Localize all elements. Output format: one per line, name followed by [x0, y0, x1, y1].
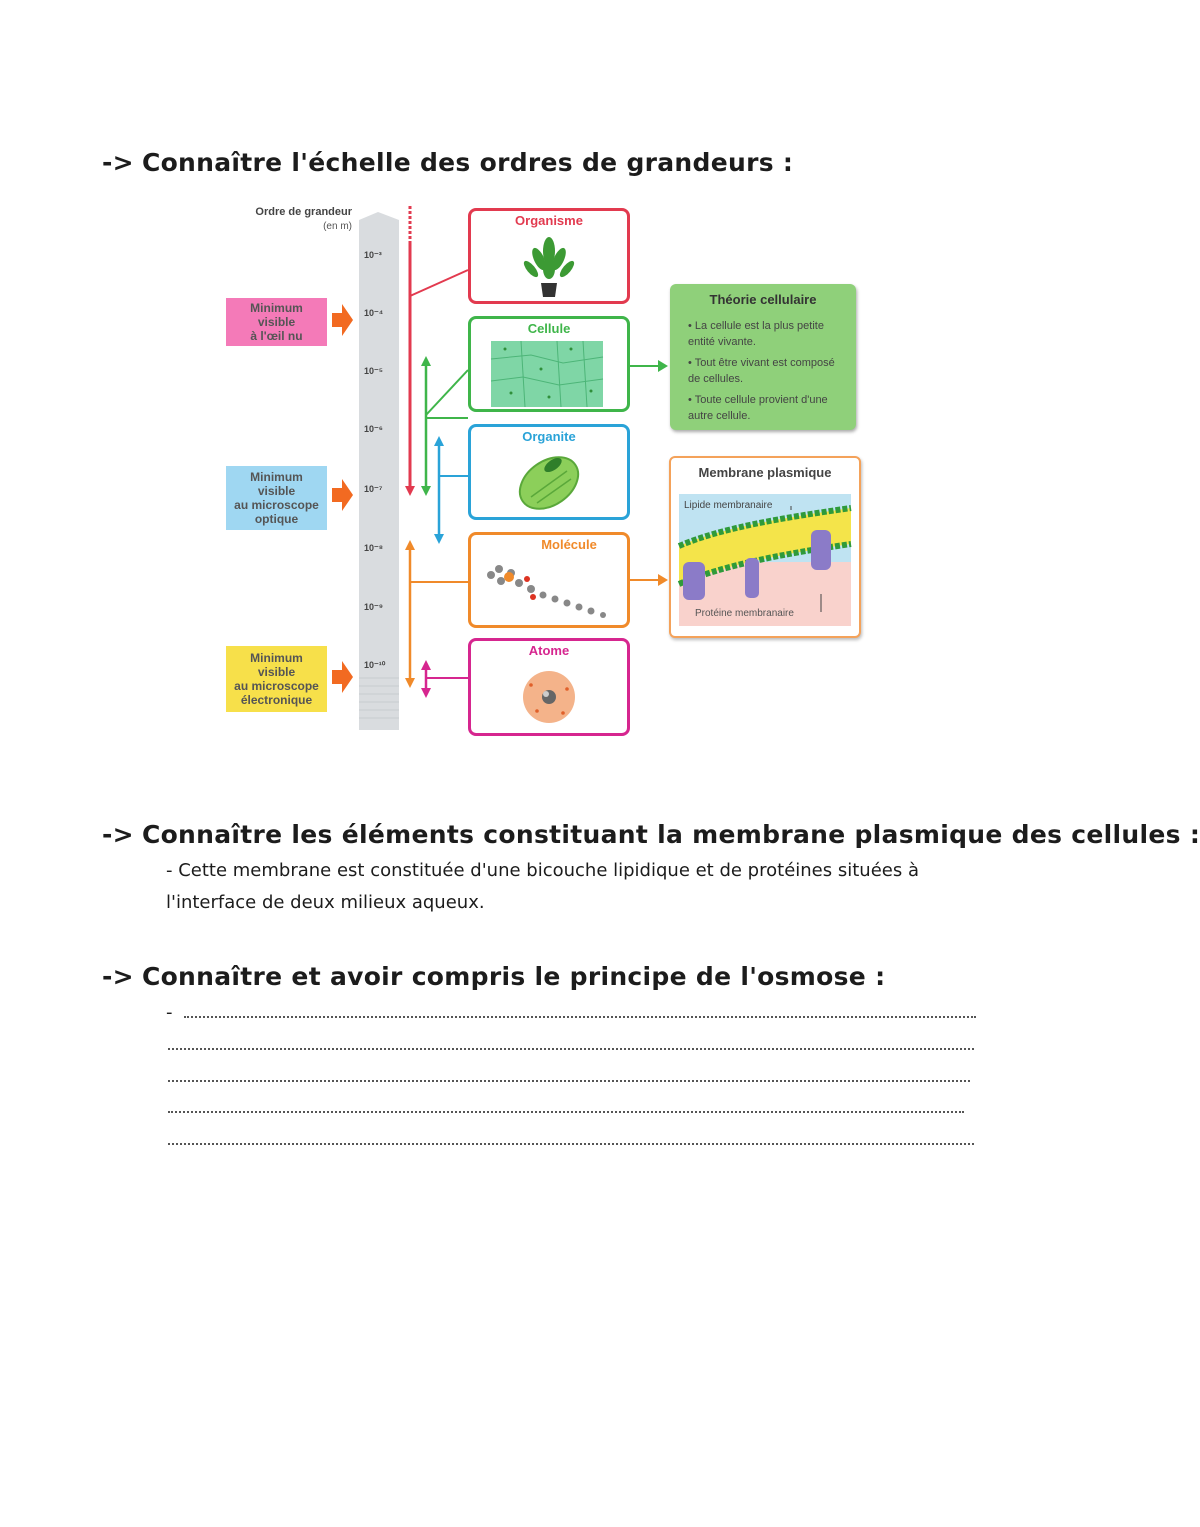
answer-line[interactable]	[168, 1080, 970, 1082]
cell-theory-point: • La cellule est la plus petite entité vivante.	[688, 320, 824, 348]
cell-theory-box	[670, 284, 856, 430]
tick-label: 10⁻⁸	[364, 543, 384, 553]
molecule-icon	[471, 535, 627, 625]
answer-line[interactable]	[184, 1016, 976, 1018]
ruler-title: Ordre de grandeur	[255, 206, 352, 218]
visibility-line: électronique	[240, 693, 313, 707]
plant-icon	[471, 211, 627, 301]
visibility-line: Minimum	[250, 470, 303, 484]
visibility-line: visible	[257, 665, 296, 679]
visibility-line: au microscope	[234, 679, 319, 693]
heading-arrow: ->	[102, 148, 134, 177]
heading-osmose	[102, 962, 885, 991]
tick-label: 10⁻⁹	[364, 602, 384, 612]
heading-arrow: ->	[102, 820, 134, 849]
osmose-dash: -	[166, 1002, 173, 1023]
visibility-electronic	[226, 646, 327, 712]
scale-diagram	[220, 200, 870, 740]
visibility-line: au microscope	[234, 498, 319, 512]
answer-line[interactable]	[168, 1143, 974, 1145]
membrane-text-line: l'interface de deux milieux aqueux.	[166, 892, 485, 913]
tick-label: 10⁻⁷	[364, 484, 383, 494]
tick-label: 10⁻³	[364, 250, 382, 260]
cell-theory-point: • Toute cellule provient d'une autre cellule.	[688, 394, 828, 422]
ruler-unit: (en m)	[323, 221, 352, 232]
lipid-label: Lipide membranaire	[684, 500, 773, 511]
answer-line[interactable]	[168, 1048, 974, 1050]
visibility-line: optique	[254, 512, 299, 526]
item-cell	[468, 316, 630, 412]
plasma-membrane-box	[669, 456, 861, 638]
chloroplast-icon	[471, 427, 627, 517]
visibility-optical	[226, 466, 327, 530]
heading-scale-text: Connaître l'échelle des ordres de grandeurs :	[141, 148, 794, 177]
item-title: Organite	[522, 429, 576, 444]
tick-label: 10⁻⁴	[364, 308, 384, 318]
atom-icon	[471, 641, 627, 733]
tick-label: 10⁻⁵	[364, 366, 383, 376]
visibility-line: Minimum	[250, 301, 303, 315]
cell-theory-title: Théorie cellulaire	[709, 292, 817, 307]
heading-membrane	[102, 820, 1200, 849]
item-organite	[468, 424, 630, 520]
item-title: Atome	[528, 643, 570, 658]
visibility-line: à l'œil nu	[250, 329, 303, 343]
cell-theory-point: • Tout être vivant est composé de cellules.	[688, 357, 835, 385]
answer-line[interactable]	[168, 1111, 964, 1113]
visibility-line: visible	[257, 315, 296, 329]
visibility-line: visible	[257, 484, 296, 498]
heading-arrow: ->	[102, 962, 134, 991]
protein-label: Protéine membranaire	[695, 608, 794, 619]
item-molecule	[468, 532, 630, 628]
cell-tissue-image	[471, 319, 627, 409]
ruler-bar	[359, 212, 399, 730]
membrane-title: Membrane plasmique	[698, 465, 832, 480]
tick-label: 10⁻⁶	[364, 424, 383, 434]
heading-membrane-text: Connaître les éléments constituant la membrane plasmique des cellules :	[141, 820, 1200, 849]
visibility-naked-eye	[226, 298, 327, 346]
item-title: Cellule	[527, 321, 571, 336]
visibility-arrows	[332, 304, 353, 693]
heading-scale	[102, 148, 793, 177]
item-atom	[468, 638, 630, 736]
visibility-line: Minimum	[250, 651, 303, 665]
membrane-text-line: - Cette membrane est constituée d'une bicouche lipidique et de protéines situées à	[166, 860, 919, 881]
item-organism	[468, 208, 630, 304]
tick-label: 10⁻¹⁰	[364, 660, 386, 670]
heading-osmose-text: Connaître et avoir compris le principe de l'osmose :	[141, 962, 886, 991]
item-title: Organisme	[515, 213, 583, 228]
item-title: Molécule	[541, 537, 597, 552]
